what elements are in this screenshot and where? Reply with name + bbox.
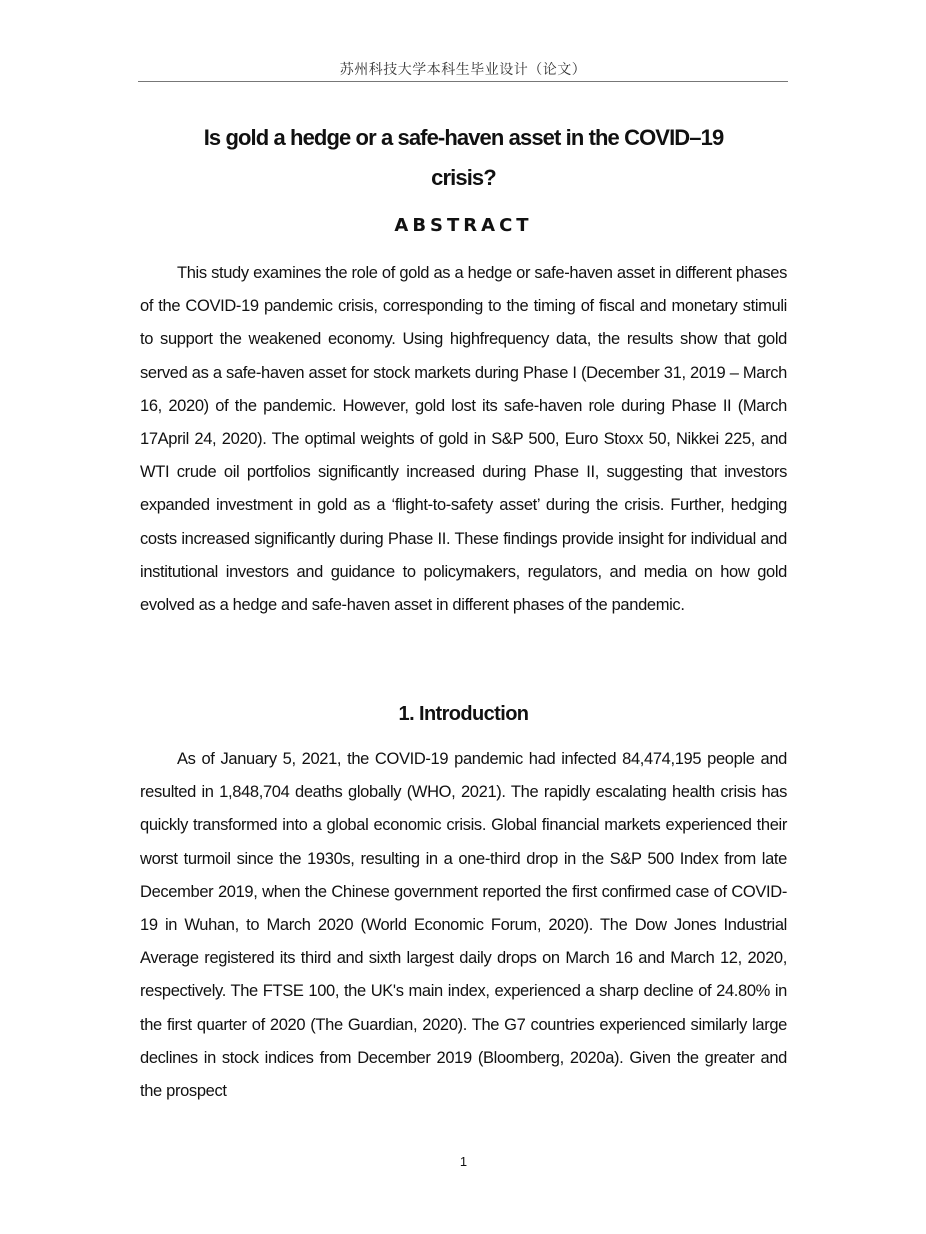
header-divider <box>138 81 788 82</box>
abstract-paragraph: This study examines the role of gold as a hedge or safe-haven asset in different phases of the COVID-19 pandemic crisis, corresponding to the timing of fiscal and monetary stimuli to support the weakened economy. Using highfrequency data, the results show that gold served as a safe-haven asset for stock markets during Phase I (December 31, 2019 – March 16, 2020) of the pandemic. However, gold lost its safe-haven role during Phase II (March 17April 24, 2020). The optimal weights of gold in S&P 500, Euro Stoxx 50, Nikkei 225, and WTI crude oil portfolios significantly increased during Phase II, suggesting that investors expanded investment in gold as a ‘flight-to-safety asset’ during the crisis. Further, hedging costs increased significantly during Phase II. These findings provide insight for individual and institutional investors and guidance to policymakers, regulators, and media on how gold evolved as a hedge and safe-haven asset in different phases of the pandemic. <box>140 264 787 615</box>
page-number: 1 <box>459 1154 468 1169</box>
introduction-heading: 1. Introduction <box>398 703 529 725</box>
paper-title <box>140 118 787 198</box>
paper-title-line-1: Is gold a hedge or a safe-haven asset in the COVID–19 <box>203 125 724 150</box>
abstract-heading: ABSTRACT <box>394 215 533 236</box>
paper-title-line-2: crisis? <box>431 165 496 190</box>
running-header: 苏州科技大学本科生毕业设计（论文） <box>339 62 587 78</box>
introduction-paragraph: As of January 5, 2021, the COVID-19 pandemic had infected 84,474,195 people and resulted in 1,848,704 deaths globally (WHO, 2021). The rapidly escalating health crisis has quickly transformed into a global economic crisis. Global financial markets experienced their worst turmoil since the 1930s, resulting in a one-third drop in the S&P 500 Index from late December 2019, when the Chinese government reported the first confirmed case of COVID-19 in Wuhan, to March 2020 (World Economic Forum, 2020). The Dow Jones Industrial Average registered its third and sixth largest daily drops on March 16 and March 12, 2020, respectively. The FTSE 100, the UK's main index, experienced a sharp decline of 24.80% in the first quarter of 2020 (The Guardian, 2020). The G7 countries experienced similarly large declines in stock indices from December 2019 (Bloomberg, 2020a). Given the greater and the prospect <box>140 750 787 1101</box>
